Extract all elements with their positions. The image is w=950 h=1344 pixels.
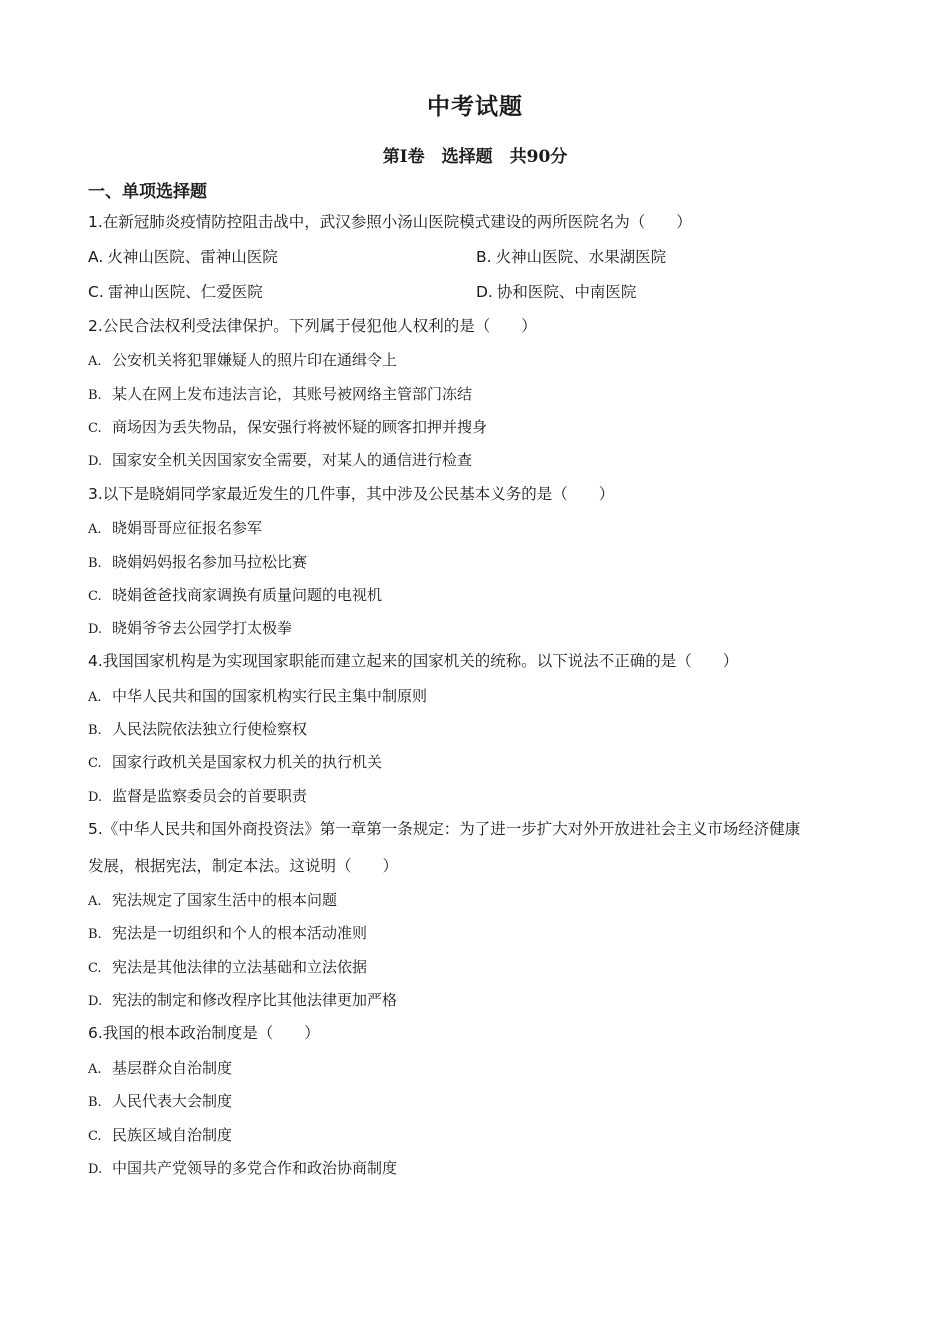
question-number: 4. <box>88 652 103 670</box>
option-text: 雷神山医院、仁爱医院 <box>107 283 263 301</box>
option-5d <box>88 990 397 1012</box>
option-3c <box>88 585 382 607</box>
question-4 <box>88 651 738 671</box>
option-2d <box>88 450 472 472</box>
option-text: 国家行政机关是国家权力机关的执行机关 <box>112 753 383 771</box>
option-4b <box>88 719 307 741</box>
question-5-continued <box>88 856 398 876</box>
option-letter: D. <box>88 454 103 469</box>
option-3d <box>88 618 292 640</box>
question-text-continued: 发展，根据宪法，制定本法。这说明（ ） <box>88 857 399 875</box>
option-1d <box>476 282 636 302</box>
option-letter: D. <box>88 1162 103 1177</box>
option-letter: D. <box>88 622 103 637</box>
option-text: 人民代表大会制度 <box>112 1092 233 1110</box>
question-2 <box>88 316 537 336</box>
question-text: 我国的根本政治制度是（ ） <box>102 1024 320 1042</box>
option-4c <box>88 752 382 774</box>
option-1c <box>88 282 263 302</box>
option-2b <box>88 384 472 406</box>
question-number: 2. <box>88 317 103 335</box>
option-6b <box>88 1091 232 1113</box>
option-text: 协和医院、中南医院 <box>496 283 637 301</box>
option-letter: A. <box>88 1062 102 1077</box>
option-letter: C. <box>88 961 102 976</box>
option-letter: C. <box>88 1129 102 1144</box>
option-letter: B. <box>88 723 102 738</box>
section-heading: 一、单项选择题 <box>88 182 207 202</box>
option-letter: B. <box>88 388 102 403</box>
question-6 <box>88 1023 320 1043</box>
question-3 <box>88 484 614 504</box>
question-text: 我国国家机构是为实现国家职能而建立起来的国家机关的统称。以下说法不正确的是（ ） <box>102 652 739 670</box>
option-text: 晓娟哥哥应征报名参军 <box>112 519 263 537</box>
option-4d <box>88 786 307 808</box>
page-title: 中考试题 <box>427 93 523 120</box>
option-5b <box>88 923 367 945</box>
option-3b <box>88 552 307 574</box>
option-letter: C. <box>88 283 104 301</box>
option-letter: D. <box>476 283 493 301</box>
option-text: 商场因为丢失物品，保安强行将被怀疑的顾客扣押并搜身 <box>112 418 488 436</box>
option-letter: D. <box>88 994 103 1009</box>
option-letter: A. <box>88 522 102 537</box>
option-4a <box>88 686 427 708</box>
option-3a <box>88 518 262 540</box>
question-text: 以下是晓娟同学家最近发生的几件事，其中涉及公民基本义务的是（ ） <box>102 485 615 503</box>
option-text: 国家安全机关因国家安全需要，对某人的通信进行检查 <box>112 451 473 469</box>
question-number: 3. <box>88 485 103 503</box>
option-letter: C. <box>88 589 102 604</box>
option-letter: D. <box>88 790 103 805</box>
option-text: 中国共产党领导的多党合作和政治协商制度 <box>112 1159 398 1177</box>
option-text: 火神山医院、水果湖医院 <box>495 248 667 266</box>
option-text: 宪法是其他法律的立法基础和立法依据 <box>112 958 368 976</box>
option-letter: B. <box>88 1095 102 1110</box>
option-text: 公安机关将犯罪嫌疑人的照片印在通缉令上 <box>112 351 398 369</box>
question-5 <box>88 819 800 839</box>
option-letter: A. <box>88 248 104 266</box>
option-6c <box>88 1125 232 1147</box>
option-text: 火神山医院、雷神山医院 <box>107 248 278 266</box>
question-number: 1. <box>88 213 103 231</box>
question-text: 公民合法权利受法律保护。下列属于侵犯他人权利的是（ ） <box>102 317 537 335</box>
question-text: 在新冠肺炎疫情防控阻击战中，武汉参照小汤山医院模式建设的两所医院名为（ ） <box>102 213 692 231</box>
option-letter: C. <box>88 421 102 436</box>
option-letter: A. <box>88 354 102 369</box>
option-1a <box>88 247 278 267</box>
option-text: 某人在网上发布违法言论，其账号被网络主管部门冻结 <box>112 385 473 403</box>
option-2a <box>88 350 397 372</box>
option-letter: A. <box>88 894 102 909</box>
option-5c <box>88 957 367 979</box>
option-letter: B. <box>476 248 492 266</box>
question-text: 《中华人民共和国外商投资法》第一章第一条规定：为了进一步扩大对外开放进社会主义市场经济健康 <box>102 820 801 838</box>
option-text: 中华人民共和国的国家机构实行民主集中制原则 <box>112 687 428 705</box>
option-6d <box>88 1158 397 1180</box>
option-text: 人民法院依法独立行使检察权 <box>112 720 308 738</box>
option-2c <box>88 417 487 439</box>
option-text: 宪法是一切组织和个人的根本活动准则 <box>112 924 368 942</box>
option-text: 晓娟爸爸找商家调换有质量问题的电视机 <box>112 586 383 604</box>
option-text: 监督是监察委员会的首要职责 <box>112 787 308 805</box>
option-letter: C. <box>88 756 102 771</box>
option-6a <box>88 1058 232 1080</box>
question-1 <box>88 212 692 232</box>
option-text: 民族区域自治制度 <box>112 1126 233 1144</box>
paper-subtitle: 第Ⅰ卷 选择题 共90分 <box>382 147 568 167</box>
option-text: 晓娟爷爷去公园学打太极拳 <box>112 619 293 637</box>
question-number: 6. <box>88 1024 103 1042</box>
option-text: 宪法规定了国家生活中的根本问题 <box>112 891 338 909</box>
option-5a <box>88 890 337 912</box>
option-1b <box>476 247 666 267</box>
option-letter: A. <box>88 690 102 705</box>
option-text: 晓娟妈妈报名参加马拉松比赛 <box>112 553 308 571</box>
question-number: 5. <box>88 820 103 838</box>
option-text: 宪法的制定和修改程序比其他法律更加严格 <box>112 991 398 1009</box>
option-letter: B. <box>88 927 102 942</box>
option-letter: B. <box>88 556 102 571</box>
option-text: 基层群众自治制度 <box>112 1059 233 1077</box>
